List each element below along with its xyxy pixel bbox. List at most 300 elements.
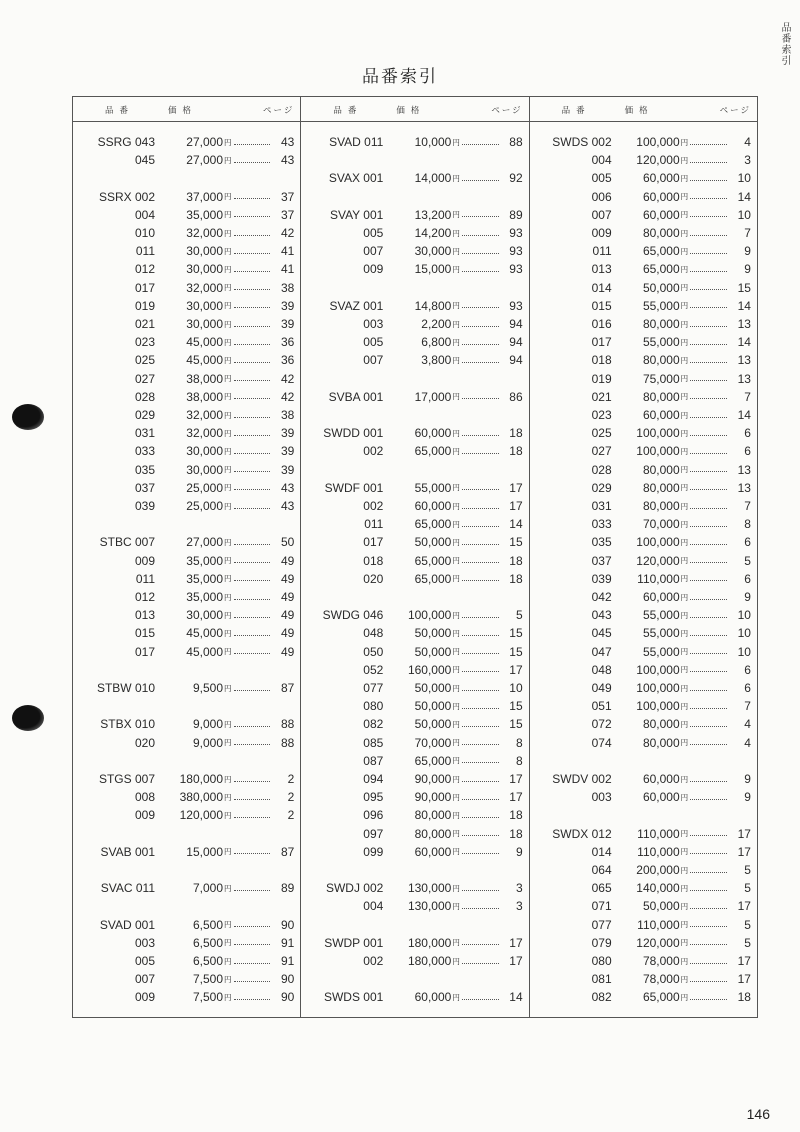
yen-unit: 円 bbox=[680, 137, 689, 147]
page-ref: 18 bbox=[509, 426, 523, 441]
page-ref: 15 bbox=[509, 644, 523, 659]
price: 78,000 bbox=[642, 954, 680, 968]
dot-leader bbox=[462, 453, 499, 454]
yen-unit: 円 bbox=[224, 283, 232, 293]
dot-leader bbox=[690, 963, 727, 964]
price: 45,000 bbox=[186, 335, 223, 350]
dot-leader bbox=[462, 781, 499, 782]
part-number: STBX 010 bbox=[100, 717, 155, 732]
part-number: SWDX 012 bbox=[552, 826, 612, 841]
page-ref: 5 bbox=[744, 881, 751, 896]
yen-unit: 円 bbox=[680, 319, 689, 329]
part-number: SSRX 002 bbox=[98, 189, 155, 204]
dot-leader bbox=[690, 326, 727, 327]
page-ref: 9 bbox=[744, 244, 751, 259]
dot-leader bbox=[462, 653, 499, 654]
yen-unit: 円 bbox=[452, 556, 460, 566]
dot-leader bbox=[690, 380, 727, 381]
dot-leader bbox=[690, 489, 727, 490]
price: 110,000 bbox=[637, 844, 680, 859]
yen-unit: 円 bbox=[452, 683, 460, 693]
dot-leader bbox=[234, 289, 271, 290]
price: 60,000 bbox=[414, 499, 452, 513]
part-number: 005 bbox=[134, 954, 155, 968]
page-ref: 8 bbox=[744, 517, 751, 532]
yen-unit: 円 bbox=[224, 537, 232, 547]
part-number: 050 bbox=[363, 644, 384, 659]
yen-unit: 円 bbox=[680, 428, 689, 438]
dot-leader bbox=[234, 744, 271, 745]
page-ref: 8 bbox=[515, 735, 523, 750]
dot-leader bbox=[234, 380, 271, 381]
yen-unit: 円 bbox=[680, 501, 689, 511]
part-number: 035 bbox=[591, 535, 612, 550]
yen-unit: 円 bbox=[452, 501, 460, 511]
dot-leader bbox=[690, 653, 727, 654]
binder-hole bbox=[12, 404, 44, 430]
part-number: 042 bbox=[591, 590, 612, 604]
index-entry bbox=[301, 315, 528, 333]
dot-leader bbox=[690, 872, 727, 873]
dot-leader bbox=[690, 999, 727, 1000]
page-ref: 6 bbox=[744, 662, 751, 677]
price: 25,000 bbox=[186, 499, 223, 513]
page-ref: 38 bbox=[280, 280, 295, 295]
price: 200,000 bbox=[636, 863, 680, 877]
price: 80,000 bbox=[642, 499, 680, 513]
part-number: SWDD 001 bbox=[323, 426, 384, 441]
dot-leader bbox=[462, 944, 499, 945]
part-number: SWDJ 002 bbox=[325, 881, 384, 896]
price: 70,000 bbox=[642, 517, 680, 532]
yen-unit: 円 bbox=[452, 992, 460, 1002]
part-number: 064 bbox=[591, 863, 612, 877]
part-number: 028 bbox=[134, 389, 155, 404]
part-number: 028 bbox=[591, 462, 612, 477]
index-entry bbox=[301, 806, 528, 824]
part-number: 009 bbox=[363, 262, 384, 277]
page-ref: 88 bbox=[509, 135, 523, 149]
part-number: 009 bbox=[134, 808, 155, 823]
header-part: 品番 bbox=[561, 105, 591, 115]
part-number: 018 bbox=[363, 553, 384, 568]
page-ref: 91 bbox=[280, 954, 295, 968]
index-entry bbox=[301, 715, 528, 733]
yen-unit: 円 bbox=[224, 920, 232, 930]
yen-unit: 円 bbox=[680, 683, 689, 693]
index-entry bbox=[301, 897, 528, 915]
page-ref: 86 bbox=[509, 389, 523, 404]
price: 3,800 bbox=[421, 353, 452, 368]
part-number: 025 bbox=[134, 353, 155, 368]
page-ref: 5 bbox=[744, 917, 751, 932]
yen-unit: 円 bbox=[224, 264, 232, 274]
part-number: 094 bbox=[363, 772, 384, 786]
index-entry bbox=[301, 752, 528, 770]
yen-unit: 円 bbox=[680, 155, 689, 165]
dot-leader bbox=[234, 926, 271, 927]
page-ref: 17 bbox=[509, 935, 523, 950]
dot-leader bbox=[234, 344, 271, 345]
part-number: 009 bbox=[591, 226, 612, 240]
index-entry bbox=[73, 624, 300, 642]
part-number: 037 bbox=[591, 553, 612, 568]
part-number: 002 bbox=[363, 499, 384, 513]
page-ref: 10 bbox=[737, 644, 751, 659]
price: 13,200 bbox=[414, 207, 452, 222]
page-ref: 17 bbox=[509, 954, 523, 968]
dot-leader bbox=[462, 344, 499, 345]
yen-unit: 円 bbox=[680, 446, 689, 456]
yen-unit: 円 bbox=[452, 246, 460, 256]
yen-unit: 円 bbox=[224, 465, 232, 475]
part-number: SVAD 011 bbox=[329, 135, 384, 149]
yen-unit: 円 bbox=[224, 810, 232, 820]
page-ref: 10 bbox=[737, 171, 751, 186]
yen-unit: 円 bbox=[680, 738, 689, 748]
index-entry bbox=[73, 770, 300, 788]
price: 60,000 bbox=[642, 207, 680, 222]
part-number: 018 bbox=[591, 353, 612, 368]
header-part: 品番 bbox=[105, 105, 135, 115]
dot-leader bbox=[234, 817, 271, 818]
dot-leader bbox=[690, 453, 727, 454]
dot-leader bbox=[462, 435, 499, 436]
yen-unit: 円 bbox=[224, 228, 232, 238]
price: 65,000 bbox=[414, 753, 452, 768]
price: 9,000 bbox=[192, 735, 223, 750]
yen-unit: 円 bbox=[224, 446, 232, 456]
price: 14,200 bbox=[414, 226, 452, 240]
price: 90,000 bbox=[414, 790, 452, 805]
yen-unit: 円 bbox=[680, 792, 689, 802]
part-number: SWDF 001 bbox=[324, 480, 384, 495]
page-ref: 7 bbox=[744, 389, 751, 404]
price: 45,000 bbox=[186, 626, 223, 641]
price: 35,000 bbox=[186, 553, 223, 568]
dot-leader bbox=[462, 398, 499, 399]
page-ref: 5 bbox=[744, 935, 751, 950]
part-number: 096 bbox=[363, 808, 384, 823]
price: 50,000 bbox=[414, 699, 452, 714]
page-ref: 17 bbox=[737, 844, 751, 859]
yen-unit: 円 bbox=[452, 901, 460, 911]
index-entry bbox=[301, 825, 528, 843]
price: 65,000 bbox=[642, 244, 680, 259]
price: 110,000 bbox=[637, 826, 680, 841]
price: 30,000 bbox=[186, 608, 223, 623]
page-ref: 18 bbox=[509, 553, 523, 568]
price: 10,000 bbox=[414, 135, 452, 149]
price: 160,000 bbox=[407, 662, 452, 677]
dot-leader bbox=[462, 999, 499, 1000]
index-entry bbox=[530, 370, 757, 388]
yen-unit: 円 bbox=[224, 647, 232, 657]
page-ref: 93 bbox=[509, 262, 523, 277]
page-ref: 17 bbox=[509, 772, 523, 786]
yen-unit: 円 bbox=[452, 173, 460, 183]
page-ref: 6 bbox=[744, 535, 751, 550]
page-ref: 17 bbox=[509, 790, 523, 805]
yen-unit: 円 bbox=[452, 829, 460, 839]
price: 130,000 bbox=[407, 899, 452, 914]
part-number: 007 bbox=[363, 353, 384, 368]
yen-unit: 円 bbox=[224, 592, 232, 602]
page-ref: 17 bbox=[737, 899, 751, 914]
part-number: 079 bbox=[591, 935, 612, 950]
index-entry bbox=[73, 643, 300, 661]
part-number: SVAY 001 bbox=[329, 207, 384, 222]
part-number: 015 bbox=[134, 626, 155, 641]
page-ref: 43 bbox=[280, 153, 295, 168]
page-ref: 43 bbox=[280, 499, 295, 513]
part-number: STBW 010 bbox=[96, 681, 155, 695]
part-number: 013 bbox=[591, 262, 612, 277]
index-entry bbox=[530, 861, 757, 879]
index-entry bbox=[301, 497, 528, 515]
page-ref: 10 bbox=[509, 681, 523, 695]
index-entry bbox=[530, 661, 757, 679]
page-ref: 38 bbox=[280, 408, 295, 422]
index-entry bbox=[301, 388, 528, 406]
price: 30,000 bbox=[186, 444, 223, 459]
page-ref: 6 bbox=[744, 571, 751, 586]
price: 6,500 bbox=[192, 917, 223, 932]
yen-unit: 円 bbox=[680, 374, 689, 384]
dot-leader bbox=[690, 216, 727, 217]
yen-unit: 円 bbox=[452, 938, 460, 948]
price: 9,000 bbox=[192, 717, 223, 732]
page-ref: 37 bbox=[280, 189, 295, 204]
index-entry bbox=[73, 570, 300, 588]
index-entry bbox=[301, 788, 528, 806]
index-entry bbox=[73, 806, 300, 824]
yen-unit: 円 bbox=[680, 665, 689, 675]
price: 32,000 bbox=[186, 426, 223, 441]
index-entry bbox=[73, 388, 300, 406]
dot-leader bbox=[690, 944, 727, 945]
price: 50,000 bbox=[414, 681, 452, 695]
part-number: 014 bbox=[591, 280, 612, 295]
dot-leader bbox=[690, 853, 727, 854]
yen-unit: 円 bbox=[224, 355, 232, 365]
page-ref: 90 bbox=[280, 972, 295, 987]
index-entry bbox=[301, 934, 528, 952]
price: 45,000 bbox=[186, 353, 223, 368]
price: 6,500 bbox=[192, 935, 223, 950]
yen-unit: 円 bbox=[680, 701, 689, 711]
dot-leader bbox=[690, 253, 727, 254]
price: 110,000 bbox=[637, 571, 680, 586]
column-header bbox=[73, 97, 300, 122]
yen-unit: 円 bbox=[680, 392, 689, 402]
price: 2,200 bbox=[421, 317, 452, 331]
yen-unit: 円 bbox=[452, 392, 460, 402]
part-number: 004 bbox=[134, 207, 155, 222]
dot-leader bbox=[690, 599, 727, 600]
dot-leader bbox=[690, 835, 727, 836]
page-title: 品番索引 bbox=[362, 67, 438, 86]
index-entry bbox=[530, 479, 757, 497]
yen-unit: 円 bbox=[224, 392, 232, 402]
dot-leader bbox=[234, 453, 271, 454]
dot-leader bbox=[462, 562, 499, 563]
dot-leader bbox=[234, 544, 271, 545]
index-entry bbox=[301, 533, 528, 551]
index-entry bbox=[73, 242, 300, 260]
index-entry bbox=[73, 370, 300, 388]
price: 38,000 bbox=[186, 371, 223, 386]
index-entry bbox=[301, 333, 528, 351]
price: 80,000 bbox=[642, 353, 680, 368]
part-number: 037 bbox=[134, 480, 155, 495]
part-number: 006 bbox=[591, 189, 612, 204]
page-ref: 14 bbox=[737, 335, 751, 350]
page-ref: 91 bbox=[280, 935, 295, 950]
price: 50,000 bbox=[414, 644, 452, 659]
part-number: 033 bbox=[134, 444, 155, 459]
price: 80,000 bbox=[414, 826, 452, 841]
yen-unit: 円 bbox=[452, 847, 460, 857]
part-number: 080 bbox=[363, 699, 384, 714]
dot-leader bbox=[690, 307, 727, 308]
page-ref: 14 bbox=[509, 517, 523, 532]
header-page: ページ bbox=[491, 105, 523, 115]
part-number: 047 bbox=[591, 644, 612, 659]
price: 65,000 bbox=[414, 553, 452, 568]
part-number: 004 bbox=[363, 899, 384, 914]
price: 80,000 bbox=[642, 317, 680, 331]
page-ref: 36 bbox=[280, 353, 295, 368]
part-number: 011 bbox=[135, 244, 155, 259]
price: 100,000 bbox=[636, 444, 680, 459]
index-entry bbox=[530, 570, 757, 588]
yen-unit: 円 bbox=[224, 956, 232, 966]
page-ref: 13 bbox=[737, 371, 751, 386]
yen-unit: 円 bbox=[224, 192, 232, 202]
index-entry bbox=[530, 297, 757, 315]
yen-unit: 円 bbox=[224, 337, 232, 347]
index-entry bbox=[301, 297, 528, 315]
page-ref: 89 bbox=[509, 207, 523, 222]
yen-unit: 円 bbox=[680, 410, 689, 420]
page-ref: 17 bbox=[509, 662, 523, 677]
binder-hole bbox=[12, 705, 44, 731]
dot-leader bbox=[690, 435, 727, 436]
index-entry bbox=[530, 242, 757, 260]
yen-unit: 円 bbox=[224, 974, 232, 984]
index-entry bbox=[73, 970, 300, 988]
yen-unit: 円 bbox=[224, 374, 232, 384]
yen-unit: 円 bbox=[452, 701, 460, 711]
yen-unit: 円 bbox=[452, 537, 460, 547]
part-number: 017 bbox=[134, 644, 155, 659]
part-number: SSRG 043 bbox=[97, 135, 155, 149]
index-entry bbox=[73, 424, 300, 442]
price: 9,500 bbox=[192, 681, 223, 695]
dot-leader bbox=[690, 799, 727, 800]
page-ref: 15 bbox=[509, 717, 523, 732]
yen-unit: 円 bbox=[680, 301, 689, 311]
dot-leader bbox=[690, 708, 727, 709]
page-ref: 13 bbox=[737, 317, 751, 331]
price: 55,000 bbox=[642, 335, 680, 350]
part-number: 019 bbox=[591, 371, 612, 386]
dot-leader bbox=[234, 362, 271, 363]
part-number: 065 bbox=[591, 881, 612, 896]
dot-leader bbox=[234, 144, 271, 145]
dot-leader bbox=[234, 944, 271, 945]
index-entry bbox=[73, 588, 300, 606]
price: 60,000 bbox=[642, 171, 680, 186]
price: 14,000 bbox=[414, 171, 452, 186]
yen-unit: 円 bbox=[224, 738, 232, 748]
page-ref: 7 bbox=[744, 499, 751, 513]
page-ref: 10 bbox=[737, 608, 751, 623]
part-number: 049 bbox=[591, 681, 612, 695]
index-entry bbox=[530, 825, 757, 843]
part-number: 007 bbox=[363, 244, 384, 259]
page-ref: 6 bbox=[744, 444, 751, 459]
yen-unit: 円 bbox=[452, 956, 460, 966]
page-ref: 15 bbox=[509, 626, 523, 641]
dot-leader bbox=[690, 271, 727, 272]
price: 80,000 bbox=[642, 389, 680, 404]
part-number: 077 bbox=[591, 917, 612, 932]
index-entry bbox=[530, 897, 757, 915]
page-ref: 39 bbox=[280, 462, 295, 477]
index-entry bbox=[530, 169, 757, 187]
price: 55,000 bbox=[642, 644, 680, 659]
part-number: 081 bbox=[591, 972, 612, 987]
page-ref: 15 bbox=[737, 280, 751, 295]
dot-leader bbox=[690, 744, 727, 745]
part-number: 045 bbox=[591, 626, 612, 641]
index-entry bbox=[301, 206, 528, 224]
yen-unit: 円 bbox=[680, 355, 689, 365]
page-ref: 5 bbox=[515, 608, 523, 623]
page-ref: 3 bbox=[515, 899, 523, 914]
price: 15,000 bbox=[186, 844, 223, 859]
price: 25,000 bbox=[186, 480, 223, 495]
part-number: 072 bbox=[591, 717, 612, 732]
price: 6,500 bbox=[192, 954, 223, 968]
page-ref: 18 bbox=[509, 826, 523, 841]
dot-leader bbox=[234, 235, 271, 236]
yen-unit: 円 bbox=[224, 301, 232, 311]
page-ref: 88 bbox=[280, 717, 295, 732]
dot-leader bbox=[690, 398, 727, 399]
part-number: 077 bbox=[363, 681, 384, 695]
dot-leader bbox=[462, 817, 499, 818]
yen-unit: 円 bbox=[224, 938, 232, 948]
price: 35,000 bbox=[186, 571, 223, 586]
part-number: 013 bbox=[134, 608, 155, 623]
price: 50,000 bbox=[642, 280, 680, 295]
part-number: STBC 007 bbox=[99, 535, 155, 550]
dot-leader bbox=[462, 144, 499, 145]
price: 60,000 bbox=[642, 790, 680, 805]
part-number: 099 bbox=[363, 844, 384, 859]
dot-leader bbox=[234, 963, 271, 964]
yen-unit: 円 bbox=[680, 974, 689, 984]
index-entry bbox=[73, 297, 300, 315]
price: 100,000 bbox=[636, 535, 680, 550]
yen-unit: 円 bbox=[452, 665, 460, 675]
yen-unit: 円 bbox=[680, 901, 689, 911]
dot-leader bbox=[234, 690, 271, 691]
dot-leader bbox=[234, 162, 271, 163]
